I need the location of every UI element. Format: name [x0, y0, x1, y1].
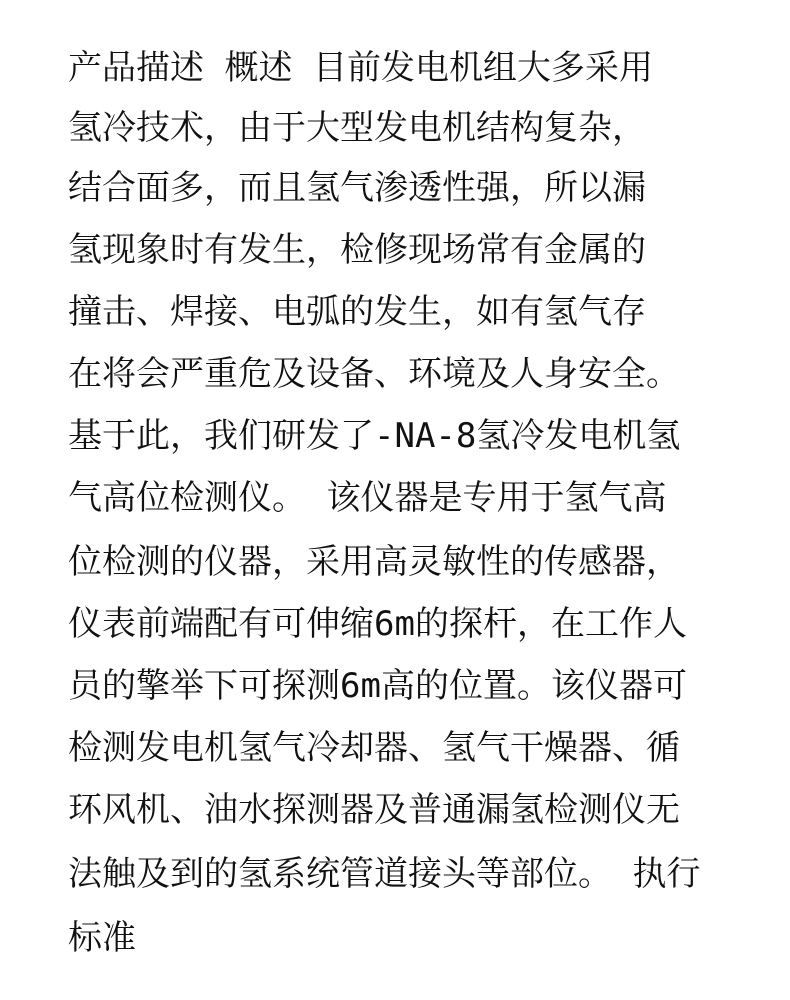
text-line: 撞击、焊接、电弧的发生，如有氢气存	[68, 292, 646, 332]
text-line: 检测发电机氢气冷却器、氢气干燥器、循	[68, 728, 680, 768]
text-line: 结合面多，而且氢气渗透性强，所以漏	[68, 168, 646, 208]
text-line: 氢现象时有发生，检修现场常有金属的	[68, 230, 646, 270]
text-line: 员的擎举下可探测6m高的位置。该仪器可	[68, 666, 687, 706]
text-line: 法触及到的氢系统管道接头等部位。 执行	[68, 854, 701, 894]
text-line: 氢冷技术，由于大型发电机结构复杂，	[68, 108, 646, 148]
text-line: 环风机、油水探测器及普通漏氢检测仪无	[68, 790, 680, 830]
text-line: 标准	[68, 918, 136, 958]
text-line: 在将会严重危及设备、环境及人身安全。	[68, 354, 680, 394]
text-line: 气高位检测仪。 该仪器是专用于氢气高	[68, 478, 667, 518]
text-line: 产品描述 概述 目前发电机组大多采用	[68, 48, 653, 88]
text-line: 基于此，我们研发了-NA-8氢冷发电机氢	[68, 416, 681, 456]
text-line: 仪表前端配有可伸缩6m的探杆，在工作人	[68, 604, 687, 644]
text-line: 位检测的仪器，采用高灵敏性的传感器，	[68, 542, 680, 582]
